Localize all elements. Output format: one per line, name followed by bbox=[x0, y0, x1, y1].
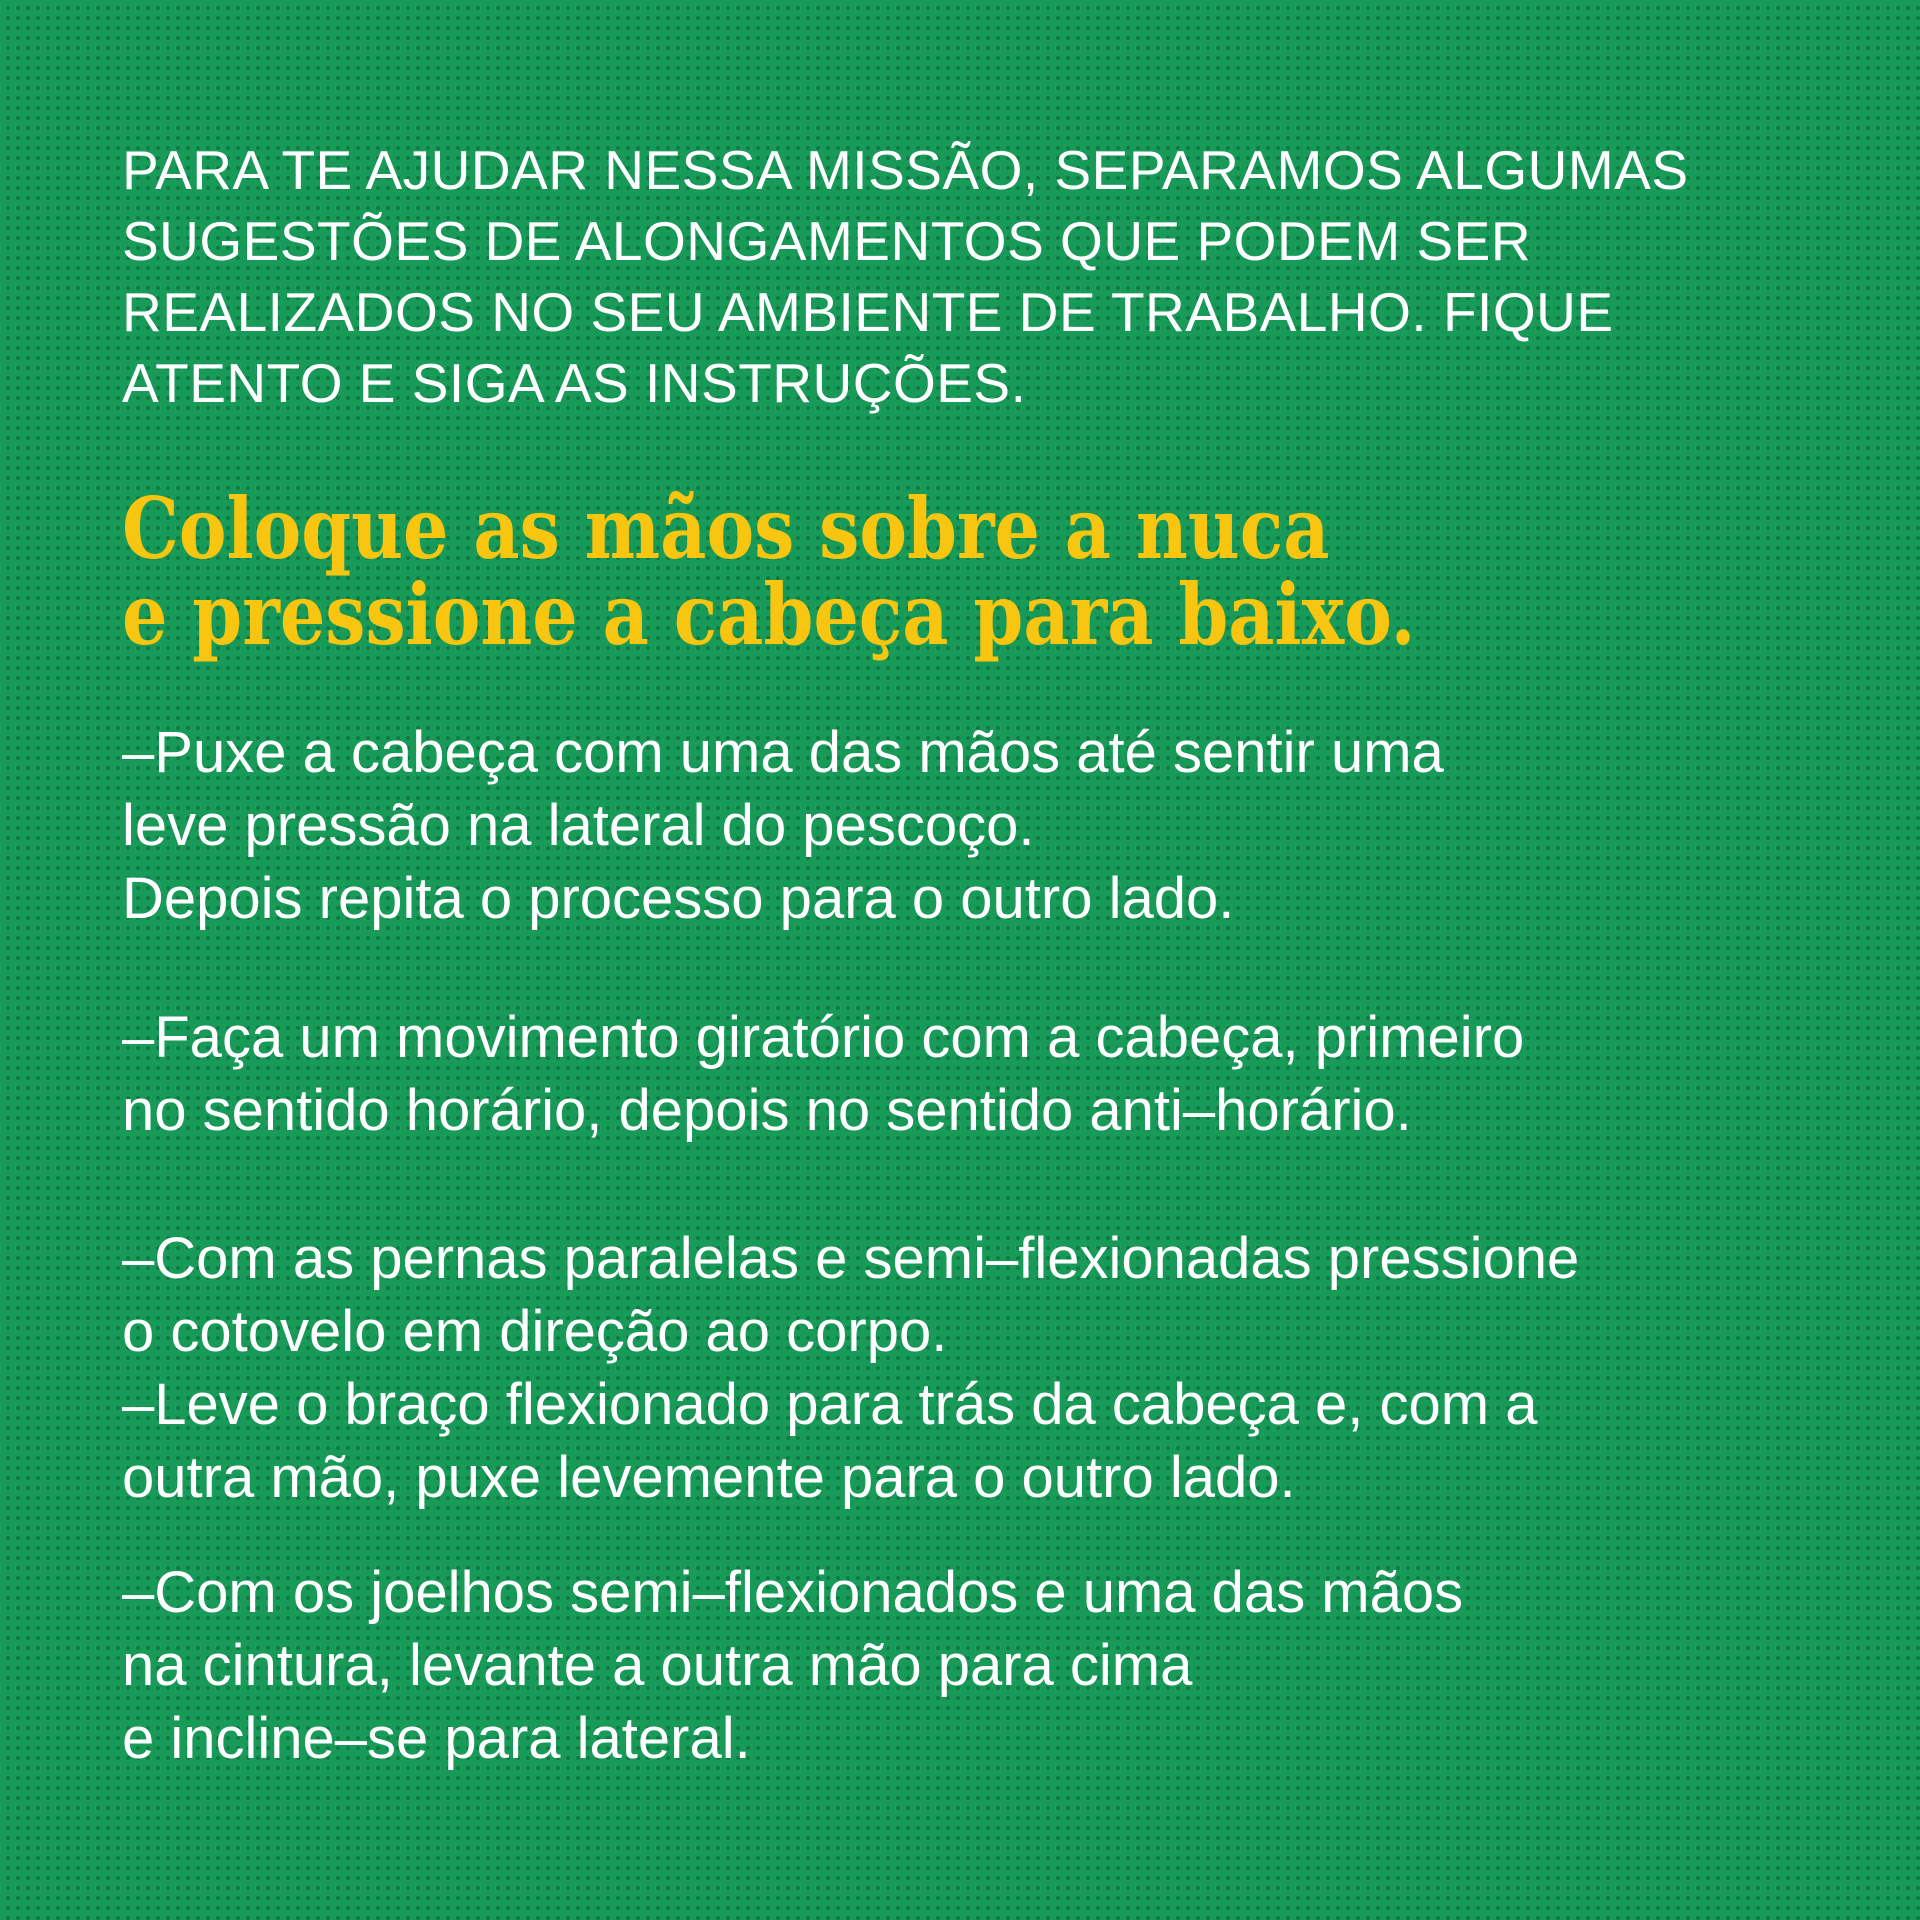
instruction-paragraph-4 bbox=[122, 1556, 1463, 1775]
instruction-line: –Faça um movimento giratório com a cabeça, primeiro bbox=[122, 1005, 1525, 1070]
instruction-paragraph-1 bbox=[122, 716, 1444, 935]
intro-line: SUGESTÕES DE ALONGAMENTOS QUE PODEM SER bbox=[122, 210, 1532, 272]
instruction-line: o cotovelo em direção ao corpo. bbox=[122, 1299, 948, 1364]
intro-paragraph bbox=[122, 135, 1689, 419]
instruction-line: e incline–se para lateral. bbox=[122, 1706, 751, 1771]
instruction-line: na cintura, levante a outra mão para cima bbox=[122, 1633, 1193, 1698]
intro-line: ATENTO E SIGA AS INSTRUÇÕES. bbox=[122, 352, 1027, 414]
instruction-line: –Com os joelhos semi–flexionados e uma das mãos bbox=[122, 1560, 1464, 1625]
intro-line: REALIZADOS NO SEU AMBIENTE DE TRABALHO. FIQUE bbox=[122, 281, 1614, 343]
intro-line: PARA TE AJUDAR NESSA MISSÃO, SEPARAMOS ALGUMAS bbox=[122, 139, 1689, 201]
instruction-line: –Com as pernas paralelas e semi–flexionadas pressione bbox=[122, 1226, 1580, 1291]
instruction-paragraph-2 bbox=[122, 1001, 1524, 1147]
instruction-line: –Leve o braço flexionado para trás da cabeça e, com a bbox=[122, 1372, 1538, 1437]
instruction-paragraph-3 bbox=[122, 1222, 1579, 1514]
instruction-line: –Puxe a cabeça com uma das mãos até sentir uma bbox=[122, 720, 1444, 785]
instruction-line: Depois repita o processo para o outro lado. bbox=[122, 866, 1235, 931]
instruction-line: no sentido horário, depois no sentido anti–horário. bbox=[122, 1078, 1412, 1143]
exercise-heading-line: e pressione a cabeça para baixo. bbox=[122, 565, 1416, 664]
exercise-heading-line: Coloque as mãos sobre a nuca bbox=[122, 479, 1330, 578]
instruction-line: outra mão, puxe levemente para o outro lado. bbox=[122, 1445, 1296, 1510]
exercise-heading bbox=[122, 479, 1416, 664]
instruction-line: leve pressão na lateral do pescoço. bbox=[122, 793, 1035, 858]
